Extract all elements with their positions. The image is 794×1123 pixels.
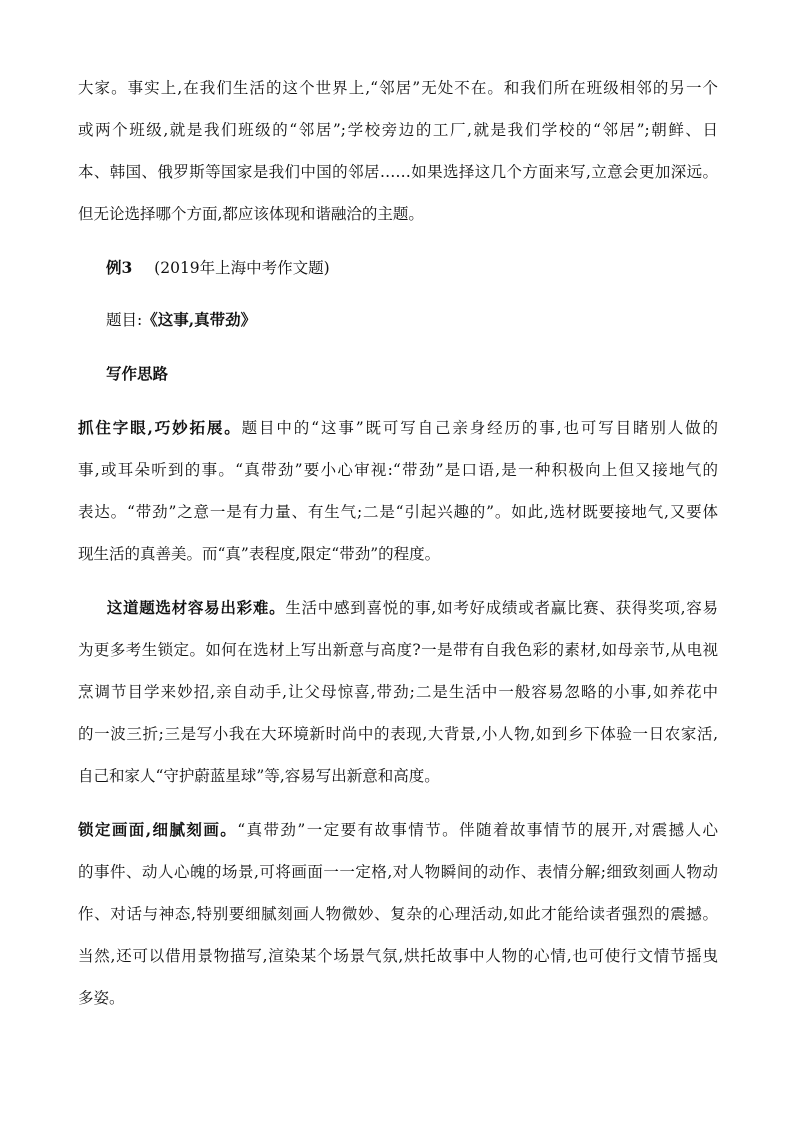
topic-line	[106, 310, 256, 330]
para3-line-5: 自己和家人“守护蔚蓝星球”等,容易写出新意和高度。	[78, 767, 440, 785]
para4-lead: 锁定画面,细腻刻画。	[78, 820, 238, 839]
para4-line-5: 多姿。	[78, 989, 125, 1007]
para3-lead: 这道题选材容易出彩难。	[106, 598, 286, 617]
para1-line-3: 本、韩国、俄罗斯等国家是我们中国的邻居……如果选择这几个方面来写,立意会更加深远。	[78, 163, 718, 181]
example-source: (2019年上海中考作文题)	[154, 259, 330, 277]
para3-line-1	[78, 598, 718, 618]
para1-line-1: 大家。事实上,在我们生活的这个世界上,“邻居”无处不在。和我们所在班级相邻的另一个	[78, 79, 718, 97]
para1-line-2: 或两个班级,就是我们班级的“邻居”;学校旁边的工厂,就是我们学校的“邻居”;朝鲜、日	[78, 121, 718, 139]
topic-title: 《这事,真带劲》	[142, 310, 257, 329]
para2-lead: 抓住字眼,巧妙拓展。	[78, 418, 242, 437]
para2-line-1-rest: 题目中的“这事”既可写自己亲身经历的事,也可写目睹别人做的	[241, 419, 718, 437]
example-heading	[106, 258, 330, 278]
para2-line-4: 现生活的真善美。而“真”表程度,限定“带劲”的程度。	[78, 545, 441, 563]
para4-line-2: 的事件、动人心魄的场景,可将画面一一定格,对人物瞬间的动作、表情分解;细致刻画人物动	[78, 863, 718, 881]
para2-line-2: 事,或耳朵听到的事。“真带劲”要小心审视:“带劲”是口语,是一种积极向上但又接地气的	[78, 461, 718, 479]
para4-line-1-rest: “真带劲”一定要有故事情节。伴随着故事情节的展开,对震撼人心	[237, 821, 718, 839]
example-label: 例3	[106, 258, 133, 277]
para3-line-2: 为更多考生锁定。如何在选材上写出新意与高度?一是带有自我色彩的素材,如母亲节,从电视	[78, 641, 718, 659]
para3-line-4: 的一波三折;三是写小我在大环境新时尚中的表现,大背景,小人物,如到乡下体验一日农家活,	[78, 725, 718, 743]
para4-line-1	[78, 820, 718, 840]
para3-line-1-rest: 生活中感到喜悦的事,如考好成绩或者赢比赛、获得奖项,容易	[285, 599, 718, 617]
para4-line-4: 当然,还可以借用景物描写,渲染某个场景气氛,烘托故事中人物的心情,也可使行文情节摇曳	[78, 947, 718, 965]
topic-prefix: 题目:	[106, 311, 143, 329]
para3-line-3: 烹调节目学来妙招,亲自动手,让父母惊喜,带劲;二是生活中一般容易忽略的小事,如养花中	[78, 683, 718, 701]
section-heading: 写作思路	[106, 364, 169, 383]
para4-line-3: 作、对话与神态,特别要细腻刻画人物微妙、复杂的心理活动,如此才能给读者强烈的震撼。	[78, 905, 718, 923]
para1-line-4: 但无论选择哪个方面,都应该体现和谐融洽的主题。	[78, 205, 424, 223]
para2-line-1	[78, 418, 718, 438]
para2-line-3: 表达。“带劲”之意一是有力量、有生气;二是“引起兴趣的”。如此,选材既要接地气,又要体	[78, 503, 718, 521]
